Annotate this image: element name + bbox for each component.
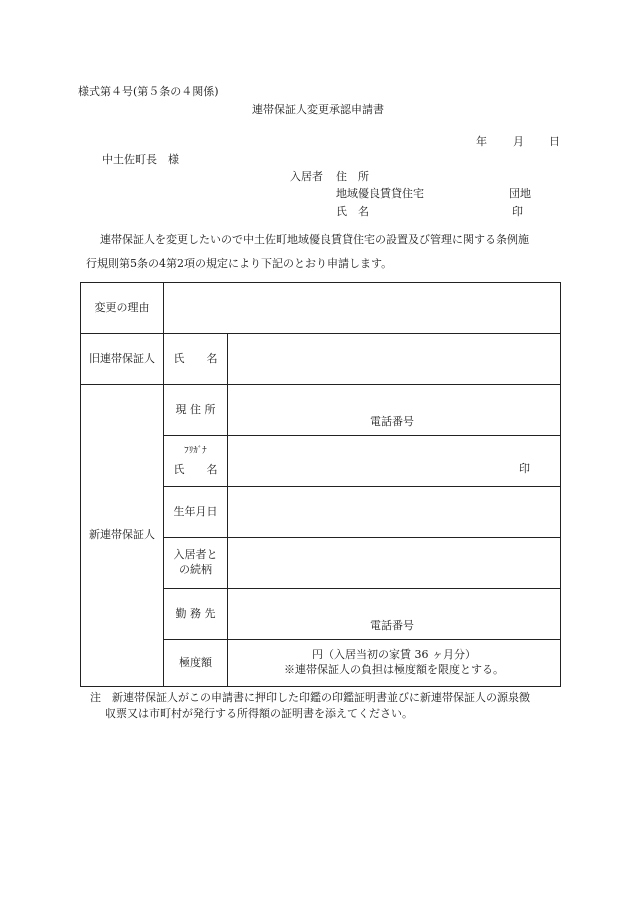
- body-text-line-2: 行規則第5条の4第2項の規定により下記のとおり申請します。: [86, 257, 393, 270]
- applicant-seal-label: 印: [512, 205, 523, 218]
- birthdate-field[interactable]: [228, 487, 561, 538]
- address-phone-label: 電話番号: [370, 415, 414, 429]
- workplace-label: 勤 務 先: [164, 589, 228, 640]
- old-guarantor-name-label: 氏 名: [164, 334, 228, 385]
- old-guarantor-name-field[interactable]: [228, 334, 561, 385]
- date-year-label: 年: [476, 135, 487, 148]
- document-title: 連帯保証人変更承認申請書: [252, 103, 384, 116]
- new-name-field[interactable]: [228, 436, 561, 487]
- applicant-name-label: 氏 名: [336, 205, 369, 218]
- new-guarantor-label: 新連帯保証人: [81, 385, 164, 687]
- current-address-row: [81, 385, 561, 436]
- current-address-label: 現 住 所: [164, 385, 228, 436]
- addressee: 中土佐町長 様: [102, 153, 179, 166]
- reason-row: [81, 283, 561, 334]
- reason-field[interactable]: [164, 283, 561, 334]
- date-month-label: 月: [513, 135, 524, 148]
- old-guarantor-row: [81, 334, 561, 385]
- workplace-phone-label: 電話番号: [370, 619, 414, 633]
- current-address-field[interactable]: [228, 385, 561, 436]
- limit-line-2: ※連帯保証人の負担は極度額を限度とする。: [284, 663, 504, 676]
- date-day-label: 日: [549, 135, 560, 148]
- relationship-label-line-2: の続柄: [179, 563, 212, 576]
- reason-label: 変更の理由: [81, 283, 164, 334]
- applicant-role-label: 入居者: [290, 170, 323, 183]
- relationship-label-line-1: 入居者と: [173, 548, 218, 562]
- application-table: [80, 282, 561, 687]
- relationship-field[interactable]: [228, 538, 561, 589]
- workplace-field[interactable]: [228, 589, 561, 640]
- note-line-2: 収票又は市町村が発行する所得額の証明書を添えてください。: [105, 707, 413, 720]
- new-name-label-cell: [164, 436, 228, 487]
- furigana-label: ﾌﾘｶﾞﾅ: [184, 445, 207, 456]
- applicant-danchi-label: 団地: [509, 187, 531, 200]
- limit-label: 極度額: [164, 640, 228, 687]
- birthdate-label: 生年月日: [164, 487, 228, 538]
- relationship-label-cell: [164, 538, 228, 589]
- new-name-seal-label: 印: [519, 462, 530, 475]
- applicant-housing-label: 地域優良賃貸住宅: [336, 187, 424, 200]
- applicant-address-label: 住 所: [336, 170, 369, 183]
- new-name-label: 氏 名: [173, 462, 218, 476]
- form-number: 様式第４号(第５条の４関係): [78, 85, 219, 98]
- note-line-1: 注 新連帯保証人がこの申請書に押印した印鑑の印鑑証明書並びに新連帯保証人の源泉徴: [90, 691, 530, 704]
- limit-field[interactable]: [228, 640, 561, 687]
- old-guarantor-label: 旧連帯保証人: [81, 334, 164, 385]
- body-text-line-1: 連帯保証人を変更したいので中土佐町地域優良賃貸住宅の設置及び管理に関する条例施: [100, 233, 529, 246]
- limit-line-1: 円（入居当初の家賃 36 ヶ月分）: [312, 648, 476, 662]
